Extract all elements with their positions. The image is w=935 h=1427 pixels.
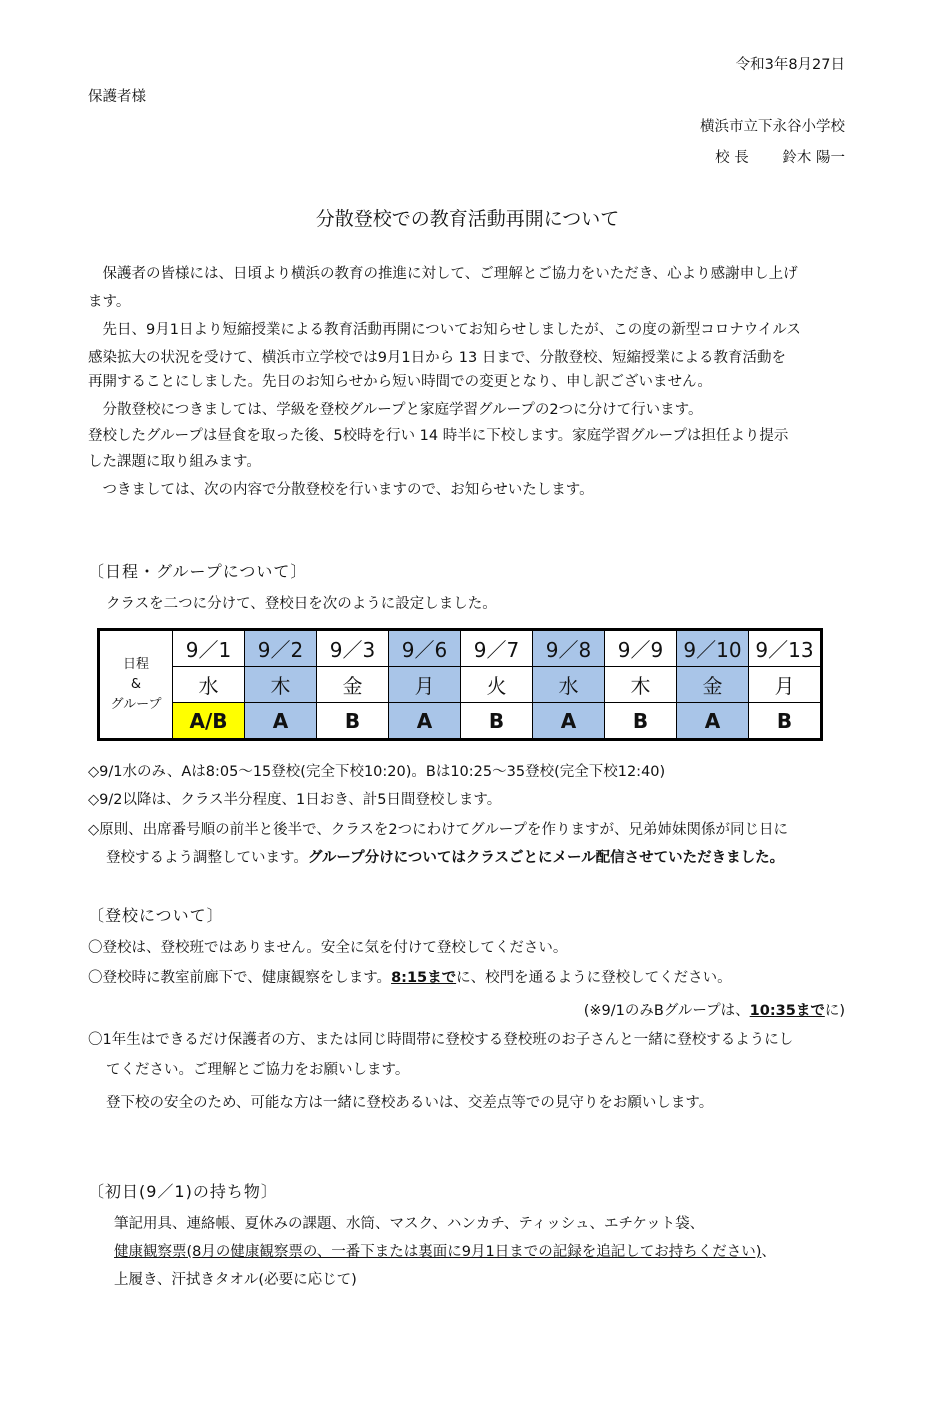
belongings-line <box>114 1242 776 1262</box>
date-cell: 9／2 <box>245 630 317 667</box>
row-label-group: グループ <box>110 696 162 712</box>
health-record-item: 健康観察票(8月の健康観察票の、一番下または裏面に9月1日までの記録を追記してお持ちください) <box>114 1244 762 1260</box>
schedule-note-continued <box>106 848 784 868</box>
intro-line: 再開することにしました。先日のお知らせから短い時間での変更となり、申し訳ございません。 <box>88 374 712 390</box>
intro-line: 保護者の皆様には、日頃より横浜の教育の推進に対して、ご理解とご協力をいただき、心より感謝申し上げ <box>88 266 798 282</box>
note-text: に) <box>824 1003 845 1019</box>
arrival-deadline: 8:15まで <box>391 970 457 986</box>
recipient: 保護者様 <box>88 89 146 105</box>
schedule-lead: クラスを二つに分けて、登校日を次のように設定しました。 <box>106 596 497 612</box>
intro-line: ます。 <box>88 294 131 310</box>
schedule-note: ◇原則、出席番号順の前半と後半で、クラスを2つにわけてグループを作りますが、兄弟姉妹関係が同じ日に <box>88 822 788 838</box>
separator-text: 、 <box>761 1244 776 1260</box>
weekday-cell: 水 <box>173 667 245 703</box>
attendance-item: 〇登校は、登校班ではありません。安全に気を付けて登校してください。 <box>88 940 568 956</box>
item-text: 〇登校時に教室前廊下で、健康観察をします。 <box>88 970 392 986</box>
group-cell: B <box>461 703 533 740</box>
date-cell: 9／9 <box>605 630 677 667</box>
intro-line: 感染拡大の状況を受けて、横浜市立学校では9月1日から 13 日まで、分散登校、短縮授業による教育活動を <box>88 350 787 366</box>
row-label-schedule: 日程 <box>122 656 149 672</box>
intro-line: した課題に取り組みます。 <box>88 454 261 470</box>
weekday-cell: 月 <box>749 667 822 703</box>
note-bold-text: グループ分けについてはクラスごとにメール配信させていただきました。 <box>307 850 785 866</box>
group-cell: A <box>245 703 317 740</box>
item-text: に、校門を通るように登校してください。 <box>456 970 732 986</box>
group-cell: A <box>533 703 605 740</box>
date-cell: 9／8 <box>533 630 605 667</box>
weekday-cell: 火 <box>461 667 533 703</box>
date-row <box>99 630 822 667</box>
schedule-table <box>97 628 823 741</box>
weekday-cell: 水 <box>533 667 605 703</box>
attendance-heading: 〔登校について〕 <box>88 906 224 925</box>
note-text: 登校するよう調整しています。 <box>106 850 308 866</box>
arrival-deadline-b: 10:35まで <box>749 1003 825 1019</box>
document-title: 分散登校での教育活動再開について <box>315 208 620 230</box>
belongings-line: 上履き、汗拭きタオル(必要に応じて) <box>114 1272 357 1288</box>
schedule-heading: 〔日程・グループについて〕 <box>88 562 308 581</box>
group-cell: A <box>389 703 461 740</box>
intro-line: 登校したグループは昼食を取った後、5校時を行い 14 時半に下校します。家庭学習グループは担任より提示 <box>88 428 789 444</box>
group-cell: A/B <box>173 703 245 740</box>
group-cell: B <box>749 703 822 740</box>
attendance-note <box>584 999 845 1020</box>
school-name: 横浜市立下永谷小学校 <box>700 119 845 135</box>
row-label-cell <box>99 630 173 740</box>
intro-line: 先日、9月1日より短縮授業による教育活動再開についてお知らせしましたが、この度の新型コロナウイルス <box>88 322 801 338</box>
attendance-item-continued: てください。ご理解とご協力をお願いします。 <box>106 1062 410 1078</box>
date-cell: 9／7 <box>461 630 533 667</box>
date-cell: 9／1 <box>173 630 245 667</box>
group-row <box>99 703 822 740</box>
document-date: 令和3年8月27日 <box>735 57 845 73</box>
weekday-cell: 月 <box>389 667 461 703</box>
date-cell: 9／3 <box>317 630 389 667</box>
date-cell: 9／13 <box>749 630 822 667</box>
principal-name: 校 長 鈴木 陽一 <box>715 150 845 166</box>
belongings-line: 筆記用具、連絡帳、夏休みの課題、水筒、マスク、ハンカチ、ティッシュ、エチケット袋、 <box>114 1216 705 1232</box>
date-cell: 9／6 <box>389 630 461 667</box>
intro-line: 分散登校につきましては、学級を登校グループと家庭学習グループの2つに分けて行います。 <box>88 402 703 418</box>
date-cell: 9／10 <box>677 630 749 667</box>
group-cell: A <box>677 703 749 740</box>
weekday-cell: 金 <box>317 667 389 703</box>
weekday-cell: 木 <box>245 667 317 703</box>
schedule-note: ◇9/1水のみ、Aは8:05～15登校(完全下校10:20)。Bは10:25～35登校(完全下校12:40) <box>88 764 666 780</box>
schedule-note: ◇9/2以降は、クラス半分程度、1日おき、計5日間登校します。 <box>88 792 502 808</box>
group-cell: B <box>605 703 677 740</box>
note-text: (※9/1のみBグループは、 <box>583 1003 750 1019</box>
weekday-row <box>99 667 822 703</box>
attendance-item <box>88 968 732 988</box>
attendance-item: 登下校の安全のため、可能な方は一緒に登校あるいは、交差点等での見守りをお願いします。 <box>106 1095 714 1111</box>
weekday-cell: 木 <box>605 667 677 703</box>
group-cell: B <box>317 703 389 740</box>
attendance-item: 〇1年生はできるだけ保護者の方、または同じ時間帯に登校する登校班のお子さんと一緒に登校するようにし <box>88 1032 794 1048</box>
belongings-heading: 〔初日(9／1)の持ち物〕 <box>88 1182 278 1201</box>
intro-line: つきましては、次の内容で分散登校を行いますので、お知らせいたします。 <box>88 482 594 498</box>
weekday-cell: 金 <box>677 667 749 703</box>
row-label-ampersand: & <box>130 676 142 692</box>
